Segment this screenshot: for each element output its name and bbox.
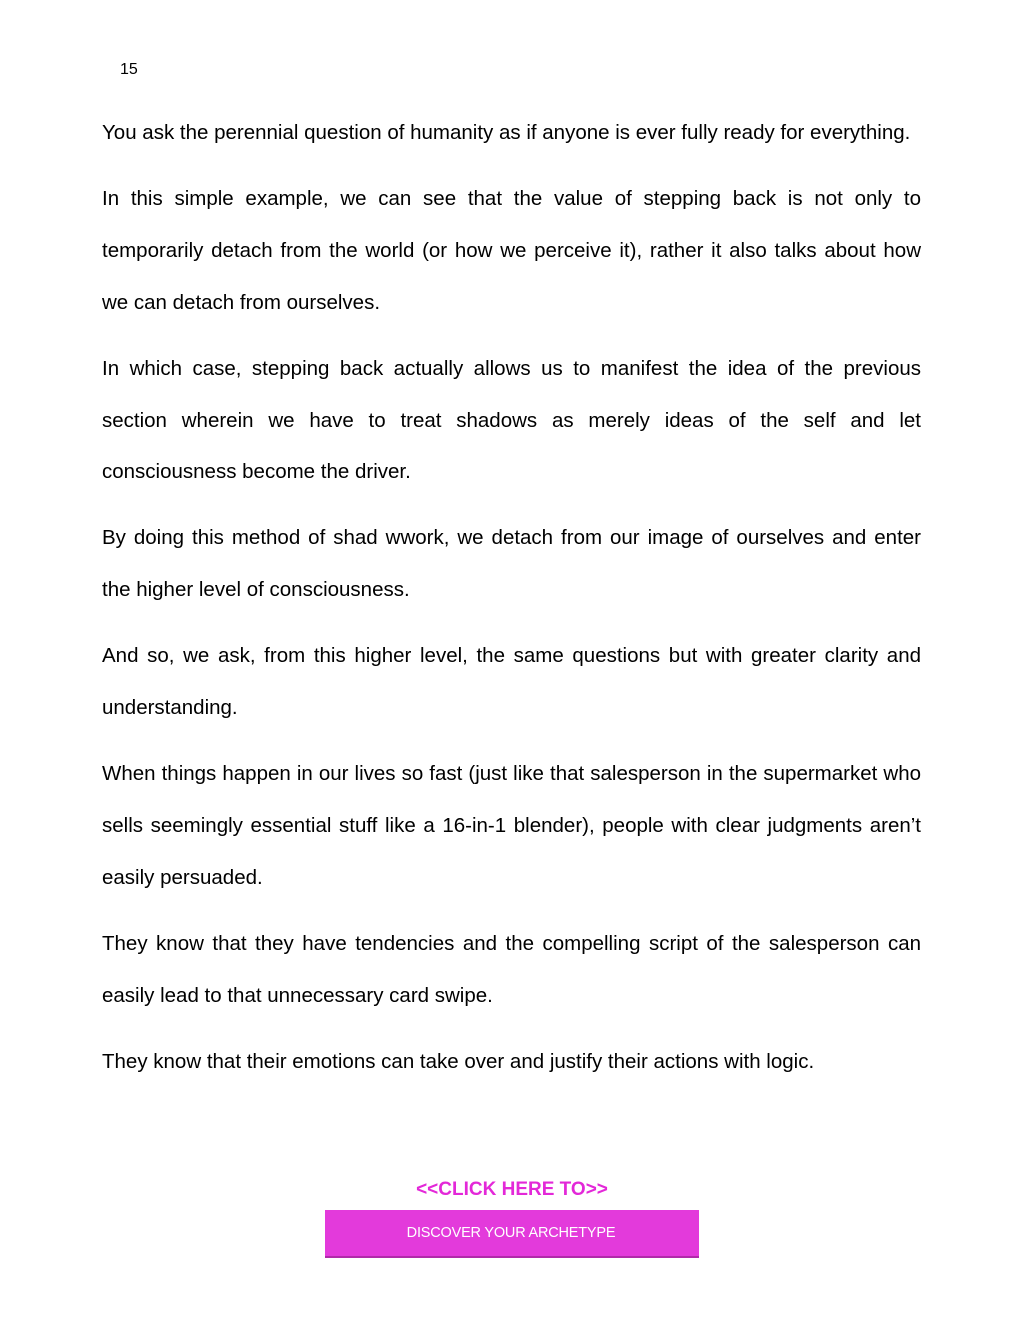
paragraph: When things happen in our lives so fast (just like that salesperson in the supermarket who sells seemingly essential stuff like a 16-in-1 blender), people with clear judgments aren’t easily persuaded. <box>102 762 921 889</box>
paragraph: And so, we ask, from this higher level, the same questions but with greater clarity and understanding. <box>102 644 921 720</box>
paragraph: In this simple example, we can see that the value of stepping back is not only to temporarily detach from the world (or how we perceive it), rather it also talks about how we can detach from ourselves. <box>102 187 921 314</box>
paragraph: By doing this method of shad wwork, we detach from our image of ourselves and enter the higher level of consciousness. <box>102 526 921 602</box>
paragraph: They know that they have tendencies and the compelling script of the salesperson can easily lead to that unnecessary card swipe. <box>102 931 921 1007</box>
click-here-link[interactable]: <<CLICK HERE TO>> <box>416 1179 608 1200</box>
paragraph: In which case, stepping back actually allows us to manifest the idea of the previous section wherein we have to treat shadows as merely ideas of the self and let consciousness become the driver. <box>102 356 921 484</box>
discover-archetype-button[interactable] <box>325 1210 699 1258</box>
paragraph: You ask the perennial question of humanity as if anyone is ever fully ready for everything. <box>102 121 911 144</box>
paragraph: They know that their emotions can take over and justify their actions with logic. <box>102 1049 815 1073</box>
body-text <box>102 107 921 1087</box>
page-number: 15 <box>120 61 138 78</box>
discover-archetype-button-label: DISCOVER YOUR ARCHETYPE <box>406 1225 616 1241</box>
